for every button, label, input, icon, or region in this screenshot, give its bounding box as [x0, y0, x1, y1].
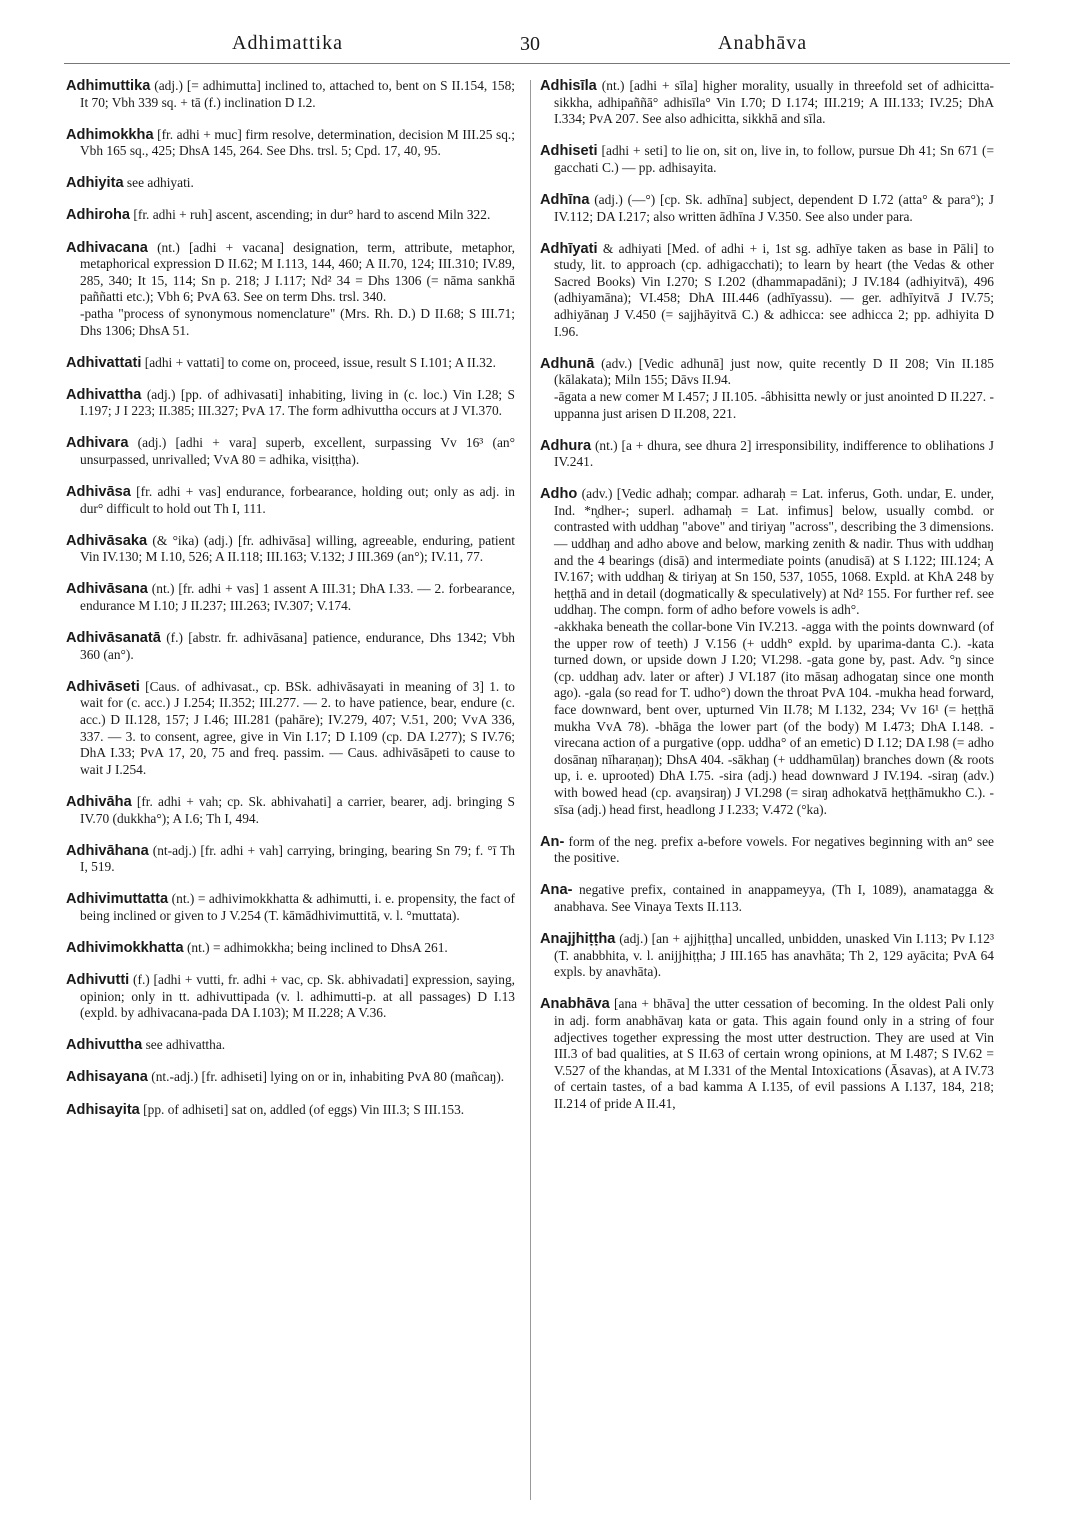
- dictionary-entry: [66, 630, 515, 663]
- entry-definition: [fr. adhi + muc] firm resolve, determination, decision M III.25 sq.; Vbh 165 sq., 425; DhsA 145, 264. See Dhs. trsl. 5; Cpd. 17, 40, 95.: [80, 126, 515, 159]
- entry-definition: (& °ika) (adj.) [fr. adhivāsa] willing, agreeable, enduring, patient Vin IV.130; M I.10, 526; A II.118; III.163; V.132; J III.369 (an°); IV.11, 77.: [80, 532, 515, 565]
- entry-headword: Adhivara: [66, 435, 129, 452]
- entry-headword: Adhivāsaka: [66, 532, 148, 549]
- entry-headword: Anabhāva: [540, 996, 610, 1013]
- entry-compounds: -patha "process of synonymous nomenclature" (Mrs. Rh. D.) D II.68; S III.71; Dhs 1306; DhsA 51.: [80, 305, 515, 338]
- entry-headword: Adhivāhana: [66, 842, 149, 859]
- dictionary-entry: [540, 241, 994, 341]
- entry-definition: see adhiyati.: [123, 175, 194, 191]
- entry-headword: Adhivimokkhatta: [66, 939, 184, 956]
- entry-definition: negative prefix, contained in anappameyya, (Th I, 1089), anamatagga & anabhava. See Vinaya Texts II.113.: [554, 882, 994, 914]
- running-header: [0, 32, 1073, 62]
- entry-headword: Adhimuttika: [66, 78, 151, 94]
- left-guide-word: Adhimattika: [232, 32, 343, 54]
- dictionary-entry: [540, 438, 994, 471]
- column-divider: [530, 80, 531, 1500]
- entry-definition: form of the neg. prefix a-before vowels. For negatives beginning with an° see the positive.: [554, 833, 994, 866]
- entry-headword: Adhivuttha: [66, 1037, 143, 1054]
- entry-definition: see adhivattha.: [142, 1037, 226, 1053]
- entry-definition: [fr. adhi + ruh] ascent, ascending; in dur° hard to ascend Miln 322.: [130, 207, 491, 223]
- dictionary-entry: [66, 1037, 515, 1054]
- page-number: 30: [520, 33, 540, 55]
- dictionary-entry: [66, 207, 515, 224]
- entry-headword: Adhivimuttatta: [66, 891, 169, 908]
- entry-definition: [fr. adhi + vas] endurance, forbearance, holding out; only as adj. in dur° difficult to hold out Th I, 111.: [80, 484, 515, 516]
- dictionary-entry: [66, 940, 515, 957]
- entry-headword: Adho: [540, 486, 578, 503]
- entry-headword: Adhimokkha: [66, 126, 154, 143]
- entry-compounds: -akkhaka beneath the collar-bone Vin IV.213. -agga with the points downward (of the upper row of teeth) J V.156 (+ uddh° expld. by uparima-danta C.). -kata turned down, or upside down J I.20; VI.298. -gata gone by, past. Adv. °ŋ since (cp. uddhaŋ adv. later or after) J VI.187 (ito māsaŋ adhogataŋ since one month ago). -gala (so read for T. udho°) down the throat PvA 104. -mukha head forward, face downward, bent over, upturned Vin II.78; M I.132, 234; Vv 16¹ (= heṭṭhā mukha VvA 78). -bhāga the lower part (of the body) M I.473; DhA I.148. -virecana action of a purgative (opp. uddha° of an emetic) D I.12; DA I.98 (= adho dosānaŋ nīharaṇaŋ); DhsA 404. -sākhaŋ (+ uddhamūlaŋ) branches down (& roots up, i. e. uprooted) DhA I.75. -sira (adj.) head downward J IV.194. -siraŋ (adv.) with bowed head (cp. avaŋsiraŋ) J VI.298 (= siraŋ adhokatvā heṭṭhāmukho C.). -sīsa (adj.) head first, headlong J I.233; V.472 (°ka).: [554, 619, 994, 817]
- entry-headword: Adhisayana: [66, 1069, 148, 1086]
- entry-definition: (adj.) [an + ajjhiṭṭha] uncalled, unbidden, unasked Vin I.113; Pv I.12³ (T. anabbhita, v. l. anijjhiṭṭha; J III.165 has anavhāta; Th 2, 129 ayācita; PvA 64 expls. by anavhāta).: [554, 931, 994, 980]
- entry-headword: Adhivāsana: [66, 581, 148, 598]
- entry-headword: Adhisīla: [540, 78, 597, 94]
- entry-definition: (adj.) (—°) [cp. Sk. adhīna] subject, dependent D I.72 (atta° & para°); J IV.112; DA I.217; also written ādhīna J V.350. See also under para.: [554, 191, 994, 224]
- dictionary-entry: [540, 931, 994, 981]
- dictionary-entry: [540, 882, 994, 915]
- entry-definition: (nt.) [adhi + vacana] designation, term, attribute, metaphor, metaphorical expression D II.62; M I.113, 144, 460; A II.70, 124; III.310; IV.89, 285, 340; It 15, 114; Sn p. 218; J I.117; Nd² 34 = Dhs 1306 (= nāma sankhā paññatti etc.); Vbh 6; PvA 63. See on term Dhs. trsl. 340.: [80, 239, 515, 305]
- entry-definition: [fr. adhi + vah; cp. Sk. abhivahati] a carrier, bearer, adj. bringing S IV.70 (dukkha°); A I.6; Th I, 494.: [80, 793, 515, 826]
- dictionary-entry: [66, 78, 515, 111]
- entry-definition: [adhi + vattati] to come on, proceed, issue, result S I.101; A II.32.: [141, 354, 496, 370]
- entry-headword: Adhura: [540, 437, 592, 454]
- entry-definition: (nt.) = adhivimokkhatta & adhimutti, i. e. propensity, the fact of being inclined or given to J V.254 (T. kāmādhivimuttitā, v. l. °muttata).: [80, 891, 515, 923]
- entry-definition: (nt.) [adhi + sīla] higher morality, usually in threefold set of adhicitta-sikkha, adhipaññā° adhisīla° Vin I.70; D I.174; III.219; A III.133; IV.25; DhA I.334; PvA 207. See also adhicitta, sikkhā and sīla.: [554, 78, 994, 127]
- entry-definition: (f.) [adhi + vutti, fr. adhi + vac, cp. Sk. abhivadati] expression, saying, opinion; only in tt. adhivuttipada (v. l. adhimutti-p. at all passages) D I.13 (expld. by adhivacana-pada DA I.103); M II.228; A V.36.: [80, 972, 515, 1021]
- entry-definition: (nt.-adj.) [fr. adhiseti] lying on or in, inhabiting PvA 80 (mañcaŋ).: [147, 1069, 505, 1085]
- entry-headword: Adhiroha: [66, 207, 131, 224]
- dictionary-entry: [66, 794, 515, 827]
- right-guide-word: Anabhāva: [718, 32, 808, 54]
- entry-definition: (adv.) [Vedic adhaḥ; compar. adharaḥ = Lat. inferus, Goth. undar, E. under, Ind. *n̥dher-; superl. adhamaḥ = Lat. infimus] below, usually combd. or contrasted with uddhaŋ "above" and tiriyaŋ "across", describing the 3 dimensions. — uddhaŋ and adho above and below, marking zenith & nadir. Thus with uddhaŋ and the 4 bearings (disā) and intermediate points (anudisā) at S I.122; III.124; A IV.167; with uddhaŋ & tiriyaŋ at Sn 150, 537, 1055, 1068. Expld. at KhA 248 by heṭṭhā and in detail (dogmatically & speculatively) at Nd² 155. For further ref. see uddhaŋ. The compn. form of adho before vowels is adh°.: [554, 486, 994, 618]
- dictionary-entry: [540, 486, 994, 818]
- entry-definition: (adv.) [Vedic adhunā] just now, quite recently D II 208; Vin II.185 (kālakata); Miln 155; Dāvs II.94.: [554, 355, 994, 388]
- entry-headword: Adhivattha: [66, 386, 142, 403]
- dictionary-entry: [66, 581, 515, 614]
- entry-definition: (adj.) [pp. of adhivasati] inhabiting, living in (c. loc.) Vin I.28; S I.197; J I 223; II.385; III.327; PvA 17. The form adhivuttha occurs at J VI.370.: [80, 386, 515, 419]
- dictionary-entry: [66, 127, 515, 160]
- entry-definition: (nt-adj.) [fr. adhi + vah] carrying, bringing, bearing Sn 79; f. °ī Th I, 519.: [80, 842, 515, 875]
- entry-headword: Anajjhiṭṭha: [540, 931, 616, 948]
- dictionary-entry: [66, 387, 515, 420]
- dictionary-entry: [540, 996, 994, 1112]
- dictionary-entry: [540, 834, 994, 867]
- entry-headword: Adhīyati: [540, 240, 598, 257]
- left-column: [66, 78, 515, 1134]
- entry-definition: & adhiyati [Med. of adhi + i, 1st sg. adhīye taken as base in Pāli] to study, lit. to approach (cp. adhigacchati); to learn by heart (the Vedas & other Sacred Books) Vin I.270; S I.202 (dhammapadāni); J IV.184 (adhiyitvā), 496 (adhiyamāna); VI.458; DhA III.446 (adhīyassu). — ger. adhīyitvā J IV.75; adhiyānaŋ J V.450 (= sajjhāyitvā C.) & adhicca: see adhicca 2; pp. adhiyita D I.96.: [554, 240, 994, 339]
- dictionary-entry: [66, 175, 515, 192]
- entry-definition: (nt.) = adhimokkha; being inclined to DhsA 261.: [183, 939, 448, 955]
- dictionary-entry: [66, 355, 515, 372]
- header-rule: [64, 63, 1010, 64]
- entry-headword: Adhīna: [540, 191, 590, 208]
- entry-definition: (adj.) [adhi + vara] superb, excellent, surpassing Vv 16³ (an° unsurpassed, unrivalled; VvA 80 = adhika, visiṭṭha).: [80, 435, 515, 467]
- dictionary-entry: [66, 891, 515, 924]
- entry-definition: (f.) [abstr. fr. adhivāsana] patience, endurance, Dhs 1342; Vbh 360 (an°).: [80, 630, 515, 662]
- entry-definition: [ana + bhāva] the utter cessation of becoming. In the oldest Pali only in adj. form anabhāvaŋ kata or gata. This again found only in a string of four adjectives together expressing the most utter destruction. They are used at Vin III.3 of bad qualities, at S II.63 of certain wrong opinions, at M I.487; S IV.62 = V.527 of the khandas, at M I.331 of the Mental Intoxications (Āsavas), at A IV.73 of certain tastes, of a bad kamma A I.135, of evil passions A I.137, 184, 218; II.214 of pride A II.41,: [554, 996, 994, 1111]
- entry-headword: Adhiseti: [540, 143, 598, 160]
- entry-definition: (adj.) [= adhimutta] inclined to, attached to, bent on S II.154, 158; It 70; Vbh 339 sq. + tā (f.) inclination D I.2.: [80, 78, 515, 110]
- dictionary-entry: [540, 143, 994, 176]
- entry-definition: (nt.) [a + dhura, see dhura 2] irresponsibility, indifference to oblihations J IV.241.: [554, 437, 994, 470]
- dictionary-entry: [66, 533, 515, 566]
- entry-compounds: -āgata a new comer M I.457; J II.105. -âbhisitta newly or just anointed D II.227. -uppanna just arisen D II.208, 221.: [554, 388, 994, 421]
- right-column: [540, 78, 994, 1128]
- entry-definition: [Caus. of adhivasat., cp. BSk. adhivāsayati in meaning of 3] 1. to wait for (c. acc.) J I.254; II.352; III.277. — 2. to have patience, bear, endure (c. acc.) D II.128, 157; J I.46; III.281 (pahāre); IV.279, 407; V.51, 200; VvA 336, 337. — 3. to consent, agree, give in Vin I.17; D I.109 (cp. DA I.277); S IV.76; DhA I.33; PvA 17, 20, 75 and freq. passim. — Caus. adhivāsāpeti to cause to wait J I.254.: [80, 678, 515, 777]
- entry-headword: Adhisayita: [66, 1101, 140, 1118]
- entry-definition: (nt.) [fr. adhi + vas] 1 assent A III.31; DhA I.33. — 2. forbearance, endurance M I.10; J II.237; III.263; IV.307; V.174.: [80, 581, 515, 614]
- dictionary-entry: [66, 484, 515, 517]
- dictionary-entry: [66, 843, 515, 876]
- entry-headword: Adhivāsanatā: [66, 630, 161, 647]
- entry-headword: Adhunā: [540, 355, 595, 372]
- entry-definition: [adhi + seti] to lie on, sit on, live in, to follow, pursue Dh 41; Sn 671 (= gacchati C.) — pp. adhisayita.: [554, 143, 994, 175]
- dictionary-entry: [66, 679, 515, 779]
- entry-headword: Adhivāha: [66, 793, 132, 810]
- entry-headword: Adhivattati: [66, 354, 142, 371]
- entry-headword: Adhivutti: [66, 972, 130, 989]
- dictionary-entry: [540, 192, 994, 225]
- dictionary-entry: [66, 1069, 515, 1086]
- dictionary-entry: [66, 1102, 515, 1119]
- entry-headword: Ana-: [540, 882, 573, 899]
- dictionary-entry: [66, 240, 515, 340]
- entry-headword: Adhivacana: [66, 239, 148, 256]
- dictionary-entry: [540, 356, 994, 422]
- dictionary-entry: [66, 435, 515, 468]
- entry-headword: Adhivāseti: [66, 678, 140, 695]
- entry-headword: Adhiyita: [66, 175, 124, 192]
- entry-headword: Adhivāsa: [66, 484, 131, 501]
- entry-definition: [pp. of adhiseti] sat on, addled (of eggs) Vin III.3; S III.153.: [139, 1101, 465, 1117]
- dictionary-entry: [540, 78, 994, 128]
- entry-headword: An-: [540, 833, 565, 850]
- dictionary-entry: [66, 972, 515, 1022]
